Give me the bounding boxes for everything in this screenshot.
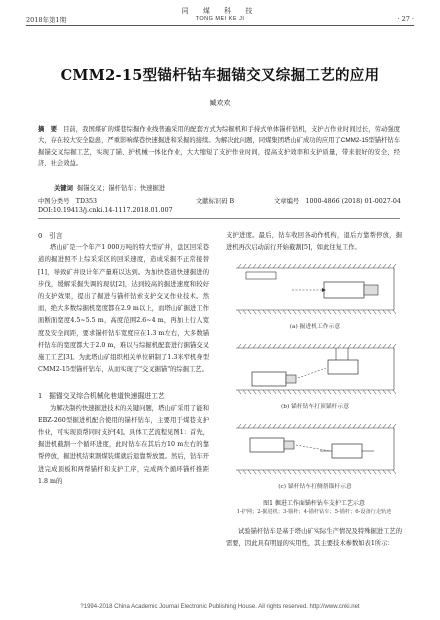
wall-hatch-mark xyxy=(258,470,261,474)
wall-hatch-mark xyxy=(308,424,311,428)
wall-hatch-mark xyxy=(323,310,326,314)
wall-hatch-mark xyxy=(268,390,271,394)
figure-b-diagram xyxy=(232,338,398,400)
wall-hatch-mark xyxy=(273,344,276,348)
wall-hatch-mark xyxy=(243,470,246,474)
wall-hatch-mark xyxy=(248,470,251,474)
wall-hatch-mark xyxy=(363,344,366,348)
wall-hatch-mark xyxy=(318,424,321,428)
wall-hatch-mark xyxy=(323,390,326,394)
wall-hatch-mark xyxy=(328,424,331,428)
wall-hatch-mark xyxy=(333,310,336,314)
meta-rule xyxy=(38,218,400,219)
wall-hatch-mark xyxy=(238,424,241,428)
wall-hatch-mark xyxy=(263,470,266,474)
wall-hatch-mark xyxy=(358,264,361,268)
wall-hatch-mark xyxy=(343,344,346,348)
wall-hatch-mark xyxy=(373,390,376,394)
wall-hatch-mark xyxy=(308,264,311,268)
wall-hatch-mark xyxy=(243,344,246,348)
page-number: · 27 · xyxy=(397,15,414,23)
wall-hatch-mark xyxy=(268,264,271,268)
wall-hatch-mark xyxy=(288,264,291,268)
doi: DOI:10.19413/j.cnki.14-1117.2018.01.007 xyxy=(38,207,173,214)
wall-hatch-mark xyxy=(323,344,326,348)
wall-hatch-mark xyxy=(283,344,286,348)
keywords xyxy=(54,183,165,192)
wall-hatch-mark xyxy=(358,310,361,314)
figure-c xyxy=(232,418,398,490)
wall-hatch-mark xyxy=(238,264,241,268)
wall-hatch-mark xyxy=(318,264,321,268)
section-0-title: 0 引言 xyxy=(38,232,63,240)
wall-hatch-mark xyxy=(328,344,331,348)
article-title: CMM2-15型锚杆钻车掘锚交叉综掘工艺的应用 xyxy=(60,67,380,84)
wall-hatch-mark xyxy=(258,264,261,268)
wall-hatch-mark xyxy=(348,264,351,268)
wall-hatch-mark xyxy=(288,390,291,394)
figure-1-legend: 1-护网；2-掘进机；3-锚杆；4-锚杆钻车；5-锚杆；6-设备行走轨迹 xyxy=(236,509,392,515)
wall-hatch-mark xyxy=(378,390,381,394)
wall-hatch-mark xyxy=(303,390,306,394)
wall-hatch-mark xyxy=(348,344,351,348)
wall-hatch-mark xyxy=(313,264,316,268)
wall-hatch-mark xyxy=(373,470,376,474)
document-code: 文献标识码 B xyxy=(196,198,235,205)
wall-hatch-mark xyxy=(378,344,381,348)
wall-hatch-mark xyxy=(273,310,276,314)
wall-hatch-mark xyxy=(353,424,356,428)
wall-hatch-mark xyxy=(268,424,271,428)
wall-hatch-mark xyxy=(353,344,356,348)
wall-hatch-mark xyxy=(248,390,251,394)
wall-hatch-mark xyxy=(238,344,241,348)
wall-hatch-mark xyxy=(258,424,261,428)
right-column-top xyxy=(226,230,402,254)
wall-hatch-mark xyxy=(353,470,356,474)
wall-hatch-mark xyxy=(278,470,281,474)
wall-hatch-mark xyxy=(283,310,286,314)
wall-hatch-mark xyxy=(243,264,246,268)
wall-hatch-mark xyxy=(368,264,371,268)
wall-hatch-mark xyxy=(293,390,296,394)
wall-hatch-mark xyxy=(258,310,261,314)
wall-hatch-mark xyxy=(383,310,386,314)
wall-hatch-mark xyxy=(248,310,251,314)
wall-hatch-mark xyxy=(338,424,341,428)
wall-hatch-mark xyxy=(298,390,301,394)
wall-hatch-mark xyxy=(393,344,396,348)
right-column-bottom xyxy=(226,526,402,550)
wall-hatch-mark xyxy=(378,310,381,314)
wall-hatch-mark xyxy=(358,424,361,428)
wall-hatch-mark xyxy=(363,390,366,394)
wall-hatch-mark xyxy=(388,264,391,268)
wall-hatch-mark xyxy=(303,310,306,314)
wall-hatch-mark xyxy=(333,424,336,428)
wall-hatch-mark xyxy=(273,264,276,268)
section-1-paragraph-cont: 支护进度。最后，钻车收回各动作机构，退后方靠帮停放，掘进机再次启动前行开始截割[5]，如此往复工作。 xyxy=(226,232,402,252)
wall-hatch-mark xyxy=(283,424,286,428)
wall-hatch-mark xyxy=(328,310,331,314)
wall-hatch-mark xyxy=(388,424,391,428)
wall-hatch-mark xyxy=(263,390,266,394)
wall-hatch-mark xyxy=(303,344,306,348)
wall-hatch-mark xyxy=(393,264,396,268)
wall-hatch-mark xyxy=(268,470,271,474)
wall-hatch-mark xyxy=(238,470,241,474)
wall-hatch-mark xyxy=(293,470,296,474)
section-1-paragraph: 为解决制约快速掘进技术的关键问题，塔山矿采用了能和EBZ-260型掘进机配合使用的锚杆钻车，主要用于煤巷支护作业，可实现顶帮同时支护[4]。具体工艺流程见图1：首先，掘进机截割一个循环进度，此时钻车在其后方10 m左右的靠帮停放，掘进机结束割煤装煤就后退靠帮放置。然后，钻车开进完成顶板和两帮锚杆和支护工序，完成两个循环锚杆推距1.8 m的 xyxy=(38,404,209,485)
wall-hatch-mark xyxy=(383,264,386,268)
wall-hatch-mark xyxy=(328,264,331,268)
figure-a-diagram xyxy=(232,258,398,320)
wall-hatch-mark xyxy=(358,390,361,394)
wall-hatch-mark xyxy=(368,390,371,394)
wall-hatch-mark xyxy=(303,470,306,474)
wall-hatch-mark xyxy=(313,344,316,348)
wall-hatch-mark xyxy=(243,390,246,394)
figure-b xyxy=(232,338,398,410)
wall-hatch-mark xyxy=(278,310,281,314)
wall-hatch-mark xyxy=(338,310,341,314)
section-0-paragraph: 塔山矿是一个年产1 000万吨的特大型矿井，盘区回采巷道的掘进照不上综采采区的回采速度，造成采掘不正常接替[1]，导致矿井设计年产量难以达到。为加快巷道快速掘进的步伐，缓解采掘失调的现状[2]，达到较高的掘进速度和较好的支护效果，提出了掘进与锚杆钻索支护交叉作业技术。然而，绝大多数综掘机宽度都在2.9 m以上，而塔山矿掘进工作面断面宽度4.5~5.5 m，高度范围2.6~4 m，再加上行人宽度及安全间距，要求锚杆钻车宽度应在1.3 m左右，大多数锚杆钻车的宽度都大于2.0 m，难以与综掘机配套进行掘锚交叉施工工艺[3]。为此塔山矿组织相关单位研制了1.3米窄机身型CMM2-15型锚杆钻车，从而实现了"交叉掘锚"的综掘工艺。 xyxy=(38,244,209,374)
wall-hatch-mark xyxy=(368,424,371,428)
abstract xyxy=(38,124,400,169)
wall-hatch-mark xyxy=(313,310,316,314)
clc-number: 中图分类号 TD353 xyxy=(38,198,98,205)
wall-hatch-mark xyxy=(313,424,316,428)
wall-hatch-mark xyxy=(288,344,291,348)
wall-hatch-mark xyxy=(253,390,256,394)
abstract-text: 目前，我国煤矿的煤巷综掘作业线普遍采用的配套方式为综掘机和手持式单体锚杆钻机，支护占作业时间过长，劳动强度大，存在较大安全隐患，严重影响煤巷快速掘进和采掘的接续。为解决此问题，同煤集团塔山矿成功的应用了CMM2-15型锚杆钻车掘锚交叉综掘工艺，实现了锚、护机械一体化作业，大大缩短了支护作业时间，提高支护效率和支护质量，带来很好的安全、经济、社会效益。 xyxy=(38,126,401,167)
wall-hatch-mark xyxy=(373,424,376,428)
abstract-label: 摘 要 xyxy=(38,126,58,133)
wall-hatch-mark xyxy=(318,344,321,348)
wall-hatch-mark xyxy=(298,310,301,314)
wall-hatch-mark xyxy=(363,470,366,474)
wall-hatch-mark xyxy=(288,310,291,314)
wall-hatch-mark xyxy=(373,264,376,268)
wall-hatch-mark xyxy=(278,344,281,348)
wall-hatch-mark xyxy=(363,310,366,314)
wall-hatch-mark xyxy=(323,424,326,428)
wall-hatch-mark xyxy=(263,424,266,428)
wall-hatch-mark xyxy=(293,424,296,428)
wall-hatch-mark xyxy=(343,470,346,474)
wall-hatch-mark xyxy=(288,424,291,428)
wall-hatch-mark xyxy=(288,470,291,474)
wall-hatch-mark xyxy=(318,470,321,474)
wall-hatch-mark xyxy=(383,470,386,474)
wall-hatch-mark xyxy=(253,310,256,314)
wall-hatch-mark xyxy=(338,344,341,348)
wall-hatch-mark xyxy=(338,264,341,268)
wall-hatch-mark xyxy=(348,470,351,474)
wall-hatch-mark xyxy=(253,344,256,348)
wall-hatch-mark xyxy=(268,344,271,348)
wall-hatch-mark xyxy=(263,344,266,348)
journal-name: 同 煤 科 技 xyxy=(181,7,259,15)
wall-hatch-mark xyxy=(273,390,276,394)
wall-hatch-mark xyxy=(318,390,321,394)
wall-hatch-mark xyxy=(353,310,356,314)
wall-hatch-mark xyxy=(393,310,396,314)
wall-hatch-mark xyxy=(338,470,341,474)
wall-hatch-mark xyxy=(303,264,306,268)
wall-hatch-mark xyxy=(298,264,301,268)
wall-hatch-mark xyxy=(388,344,391,348)
figure-c-caption: (c) 锚杆钻车打侧帮锚杆示意 xyxy=(278,484,352,490)
wall-hatch-mark xyxy=(358,470,361,474)
wall-hatch-mark xyxy=(353,390,356,394)
keywords-text: 掘锚交叉；锚杆钻车；快速掘进 xyxy=(76,185,166,192)
wall-hatch-mark xyxy=(298,424,301,428)
wall-hatch-mark xyxy=(308,310,311,314)
wall-hatch-mark xyxy=(328,470,331,474)
section-2-paragraph: 试验锚杆钻车是基于塔山矿实际生产情况及特殊掘进工艺的需要，因此具有明显的实用性，其主要技术参数如表1所示： xyxy=(226,528,402,548)
figure-b-caption: (b) 锚杆钻车打顶锚杆示意 xyxy=(280,404,350,410)
article-number: 文章编号 1000-4866 (2018) 01-0027-04 xyxy=(274,198,401,205)
wall-hatch-mark xyxy=(358,344,361,348)
wall-hatch-mark xyxy=(273,424,276,428)
figure-c-diagram xyxy=(232,418,398,480)
issue-label: 2018年第1期 xyxy=(26,16,67,24)
wall-hatch-mark xyxy=(263,310,266,314)
wall-hatch-mark xyxy=(293,264,296,268)
wall-hatch-mark xyxy=(373,344,376,348)
wall-hatch-mark xyxy=(363,264,366,268)
wall-hatch-mark xyxy=(238,310,241,314)
wall-hatch-mark xyxy=(313,390,316,394)
wall-hatch-mark xyxy=(283,390,286,394)
wall-hatch-mark xyxy=(368,344,371,348)
wall-hatch-mark xyxy=(253,424,256,428)
wall-hatch-mark xyxy=(348,310,351,314)
wall-hatch-mark xyxy=(238,390,241,394)
figure-1-caption: 图1 掘进工作面锚杆钻车支护工艺示意 xyxy=(263,500,365,507)
wall-hatch-mark xyxy=(348,390,351,394)
wall-hatch-mark xyxy=(333,470,336,474)
figure-a-caption: (a) 掘进机工作示意 xyxy=(289,324,341,330)
wall-hatch-mark xyxy=(323,264,326,268)
wall-hatch-mark xyxy=(308,470,311,474)
wall-hatch-mark xyxy=(363,424,366,428)
wall-hatch-mark xyxy=(383,344,386,348)
wall-hatch-mark xyxy=(278,264,281,268)
wall-hatch-mark xyxy=(378,264,381,268)
wall-hatch-mark xyxy=(248,424,251,428)
wall-hatch-mark xyxy=(348,424,351,428)
wall-hatch-mark xyxy=(283,470,286,474)
author-name: 臧欢欢 xyxy=(209,99,231,107)
wall-hatch-mark xyxy=(243,310,246,314)
wall-hatch-mark xyxy=(368,470,371,474)
wall-hatch-mark xyxy=(258,344,261,348)
copyright-footer: ?1994-2018 China Academic Journal Electronic Publishing House. All rights reserved. http://www.cnki.net xyxy=(80,604,360,610)
wall-hatch-mark xyxy=(293,344,296,348)
journal-name-en: TONG MEI KE JI xyxy=(195,16,245,22)
figure-a xyxy=(232,258,398,330)
wall-hatch-mark xyxy=(298,470,301,474)
wall-hatch-mark xyxy=(308,390,311,394)
wall-hatch-mark xyxy=(353,264,356,268)
wall-hatch-mark xyxy=(393,424,396,428)
wall-hatch-mark xyxy=(373,310,376,314)
header-rule xyxy=(26,25,414,26)
wall-hatch-mark xyxy=(333,344,336,348)
wall-hatch-mark xyxy=(383,424,386,428)
wall-hatch-mark xyxy=(338,390,341,394)
wall-hatch-mark xyxy=(343,424,346,428)
wall-hatch-mark xyxy=(368,310,371,314)
wall-hatch-mark xyxy=(258,390,261,394)
wall-hatch-mark xyxy=(393,390,396,394)
wall-hatch-mark xyxy=(313,470,316,474)
left-column xyxy=(38,230,209,488)
wall-hatch-mark xyxy=(248,264,251,268)
wall-hatch-mark xyxy=(318,310,321,314)
wall-hatch-mark xyxy=(328,390,331,394)
wall-hatch-mark xyxy=(343,390,346,394)
wall-hatch-mark xyxy=(333,264,336,268)
wall-hatch-mark xyxy=(278,390,281,394)
keywords-label: 关键词 xyxy=(54,185,73,192)
wall-hatch-mark xyxy=(253,264,256,268)
wall-hatch-mark xyxy=(298,344,301,348)
wall-hatch-mark xyxy=(378,470,381,474)
wall-hatch-mark xyxy=(268,310,271,314)
wall-hatch-mark xyxy=(248,344,251,348)
wall-hatch-mark xyxy=(388,470,391,474)
wall-hatch-mark xyxy=(253,470,256,474)
wall-hatch-mark xyxy=(243,424,246,428)
wall-hatch-mark xyxy=(278,424,281,428)
wall-hatch-mark xyxy=(303,424,306,428)
wall-hatch-mark xyxy=(343,310,346,314)
wall-hatch-mark xyxy=(293,310,296,314)
wall-hatch-mark xyxy=(273,470,276,474)
wall-hatch-mark xyxy=(383,390,386,394)
wall-hatch-mark xyxy=(333,390,336,394)
section-1-title: 1 掘锚交叉综合机械化巷道快速掘进工艺 xyxy=(38,392,165,401)
wall-hatch-mark xyxy=(308,344,311,348)
wall-hatch-mark xyxy=(388,390,391,394)
wall-hatch-mark xyxy=(343,264,346,268)
wall-hatch-mark xyxy=(263,264,266,268)
wall-hatch-mark xyxy=(378,424,381,428)
wall-hatch-mark xyxy=(393,470,396,474)
wall-hatch-mark xyxy=(283,264,286,268)
wall-hatch-mark xyxy=(388,310,391,314)
wall-hatch-mark xyxy=(323,470,326,474)
